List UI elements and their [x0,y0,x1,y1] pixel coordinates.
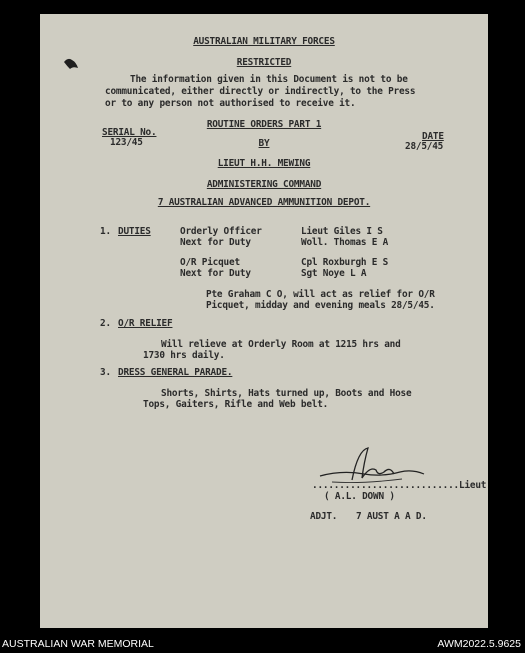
section-2-line-1: Will relieve at Orderly Room at 1215 hrs and [161,339,401,350]
signatory-name: ( A.L. DOWN ) [324,491,395,502]
section-2-line-2: 1730 hrs daily. [143,350,225,361]
section-1-note-line-2: Picquet, midday and evening meals 28/5/45. [206,300,435,311]
date-value: 28/5/45 [405,141,444,152]
unit-name: 7 AUSTRALIAN ADVANCED AMMUNITION DEPOT. [157,197,371,208]
classification: RESTRICTED [236,57,292,68]
footer-institution: AUSTRALIAN WAR MEMORIAL [2,638,154,650]
notice-line-1: The information given in this Document is not to be [130,74,408,85]
section-1-number: 1. [100,226,111,237]
section-3-number: 3. [100,367,111,378]
document-page [40,14,488,628]
section-1-heading: DUTIES [118,226,151,237]
signatory-unit: 7 AUST A A D. [356,511,427,522]
section-2-heading: O/R RELIEF [118,318,173,329]
notice-line-3: or to any person not authorised to receive it. [105,98,356,109]
section-3-line-2: Tops, Gaiters, Rifle and Web belt. [143,399,329,410]
duty-3-name: Cpl Roxburgh E S [301,257,389,268]
duty-1-name: Lieut Giles I S [301,226,383,237]
org-heading: AUSTRALIAN MILITARY FORCES [193,36,335,47]
by-label: BY [258,138,270,149]
issuing-officer: LIEUT H.H. MEWING [217,158,311,169]
footer-accession-number: AWM2022.5.9625 [437,638,521,650]
section-3-heading: DRESS GENERAL PARADE. [118,367,233,378]
duty-2-role: Next for Duty [180,237,251,248]
section-3-line-1: Shorts, Shirts, Hats turned up, Boots and Hose [161,388,412,399]
signature-line: ...........................Lieut [312,480,487,491]
duty-4-name: Sgt Noye L A [301,268,367,279]
section-2-number: 2. [100,318,111,329]
duty-2-name: Woll. Thomas E A [301,237,389,248]
doc-title: ROUTINE ORDERS PART 1 [206,119,322,130]
serial-label: SERIAL No. [102,127,157,138]
signatory-title: ADJT. [310,511,338,522]
duty-3-role: O/R Picquet [180,257,240,268]
serial-value: 123/45 [110,137,143,148]
section-1-note-line-1: Pte Graham C O, will act as relief for O/R [206,289,435,300]
duty-1-role: Orderly Officer [180,226,262,237]
date-label: DATE [422,131,444,142]
duty-4-role: Next for Duty [180,268,251,279]
notice-line-2: communicated, either directly or indirectly, to the Press [105,86,416,97]
administering-command: ADMINISTERING COMMAND [206,179,322,190]
